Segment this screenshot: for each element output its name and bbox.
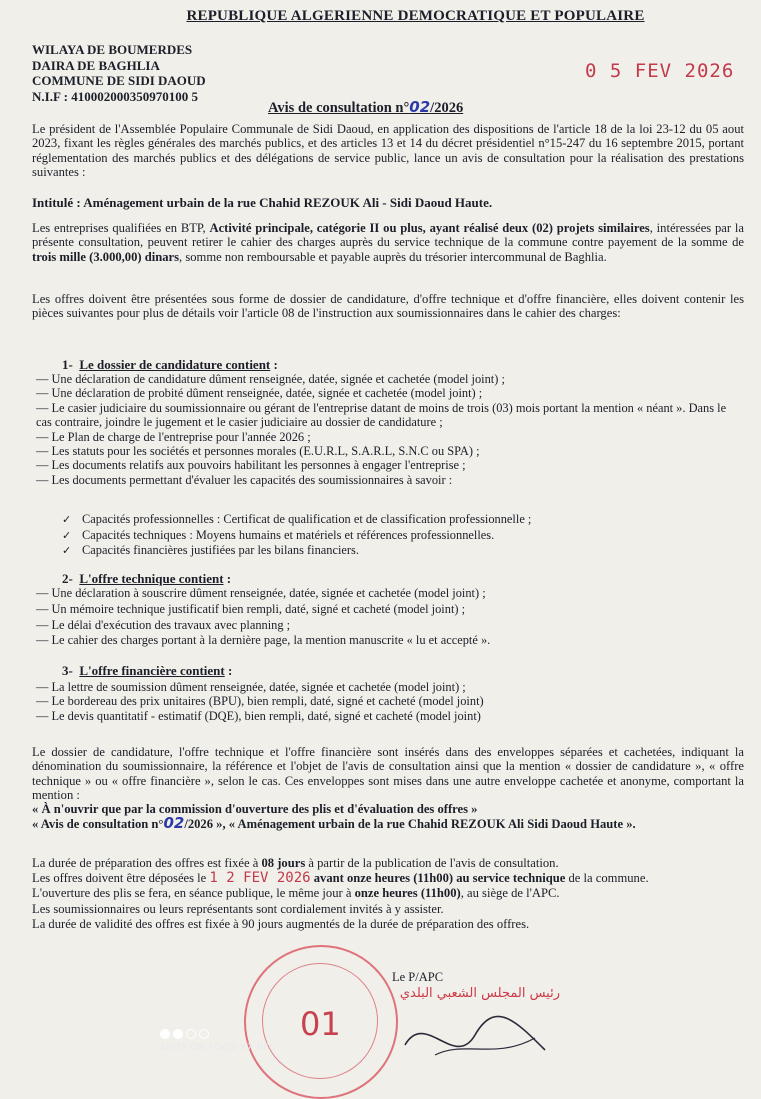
list-item: — Les statuts pour les sociétés et personnes morales (E.U.R.L, S.A.R.L, S.N.C ou SPA) ; [36,444,480,459]
camera-watermark: SHOT ON POCO X7 NFC [160,1043,276,1053]
deposit-date-stamp: 1 2 FEV 2026 [209,870,311,887]
closing-l1b: 08 jours [261,856,306,870]
closing-l1a: La durée de préparation des offres est fixée à [32,856,262,870]
closing-line-3 [32,886,744,901]
closing-l2b: avant onze heures (11h00) au service technique [310,871,566,886]
closing-l1c: à partir de la publication de l'avis de consultation. [305,856,559,870]
section2-title: L'offre technique contient [79,571,224,586]
envelopes-paragraph [32,745,744,832]
avis-prefix: Avis de consultation n° [268,100,410,116]
envelopes-number-handwritten: 02 [163,814,185,833]
eligibility-text-3: , somme non remboursable et payable auprès du trésorier intercommunal de Baghlia. [179,249,607,264]
envelopes-mention-1: « À n'ouvrir que par la commission d'ouverture des plis et d'évaluation des offres » [32,802,478,817]
envelopes-mention-2 [32,814,636,833]
eligibility-bold-1: Activité principale, catégorie II ou plus, ayant réalisé deux (02) projets similaires [209,221,650,235]
republic-title: REPUBLIQUE ALGERIENNE DEMOCRATIQUE ET POPULAIRE [186,8,645,24]
page-indicator [160,1026,212,1044]
list-item: — Une déclaration de candidature dûment renseignée, datée, signée et cachetée (model joint) ; [36,372,505,386]
page-dot [173,1029,183,1039]
eligibility-bold-2: trois mille (3.000,00) dinars [32,249,180,264]
envelopes-text: Le dossier de candidature, l'offre technique et l'offre financière sont insérés dans des enveloppes séparées et cachetées, indiquant la dénomination du soumissionnaire, la référence et l'objet de l'avis de consultation ainsi que la mention « dossier de candidature », « offre technique » ou « offre financière », selon le cas. Ces enveloppes sont mises dans une autre enveloppe cachetée et anonyme, comportant la mention : [32,745,744,802]
checklist-item: ✓ Capacités professionnelles : Certificat de qualification et de classification professionnelle ; [62,512,531,528]
avis-year: /2026 [430,100,464,116]
list-item: — Le cahier des charges portant à la dernière page, la mention manuscrite « lu et accepté ». [36,633,491,648]
page-dot [199,1029,209,1039]
section2-num: 2- [62,571,73,586]
closing-line-2 [32,871,744,886]
issuer-block [32,42,206,104]
eligibility-paragraph [32,221,744,264]
section1-colon: : [270,357,278,372]
closing-paragraph [32,856,744,932]
closing-l3b: onze heures (11h00) [354,886,461,901]
list-item: — La lettre de soumission dûment renseignée, datée, signée et cachetée (model joint) ; [36,680,466,694]
envelopes-mention-2a: « Avis de consultation n° [32,817,164,832]
section1-list [36,372,744,487]
closing-l2c: de la commune. [565,871,649,886]
section2-heading [62,571,231,587]
section3-num: 3- [62,663,73,678]
section1-title: Le dossier de candidature contient [79,357,271,372]
signature-arabic-stamp: رئيس المجلس الشعبي البلدي [399,986,560,1001]
daira-line: DAIRA DE BAGHLIA [32,57,160,73]
page-dot [160,1029,170,1039]
closing-l2a: Les offres doivent être déposées le [32,871,210,886]
closing-line-4: Les soumissionnaires ou leurs représentants sont cordialement invités à y assister. [32,901,444,916]
capacities-checklist [62,512,531,559]
wilaya-line: WILAYA DE BOUMERDES [32,42,193,57]
signature-label: Le P/APC [392,970,444,984]
list-item: — Une déclaration de probité dûment renseignée, datée, signée et cachetée (model joint) ; [36,386,483,401]
closing-l3a: L'ouverture des plis se fera, en séance publique, le même jour à [32,886,355,901]
list-item: — Le casier judiciaire du soumissionnaire ou gérant de l'entreprise datant de moins de trois (03) mois portant la mention « néant ». Dans le cas contraire, joindre le jugement et le casier judiciaire au dossier de candidature ; [36,400,727,430]
section1-heading [62,357,278,373]
list-item: — Les documents relatifs aux pouvoirs habilitant les personnes à engager l'entreprise ; [36,458,466,473]
envelopes-mention-2b: /2026 », « Aménagement urbain de la rue Chahid REZOUK Ali Sidi Daoud Haute ». [184,817,636,832]
page-dot [186,1029,196,1039]
checklist-item: ✓ Capacités financières justifiées par les bilans financiers. [62,543,531,559]
avis-title [268,98,463,117]
offers-intro-paragraph: Les offres doivent être présentées sous forme de dossier de candidature, d'offre technique et d'offre financière, elles doivent contenir les pièces suivantes pour plus de détails voir l'article 08 de l'instruction aux soumissionnaires dans le cahier des charges: [32,292,744,321]
list-item: — Le délai d'exécution des travaux avec planning ; [36,617,291,632]
section3-title: L'offre financière contient [79,663,225,678]
eligibility-text-1: Les entreprises qualifiées en BTP, [32,221,210,235]
section3-colon: : [224,663,233,678]
checklist-item: ✓ Capacités techniques : Moyens humains et matériels et références professionnelles. [62,528,531,544]
list-item: — Le devis quantitatif - estimatif (DQE), bien rempli, daté, signé et cacheté (model joint) [36,708,481,723]
eligibility-text-2: , intéressées par la présente consultation, peuvent retirer le cahier des charges auprès du service technique de la commune contre payement de la somme de [32,221,744,250]
closing-l3c: , au siège de l'APC. [460,886,560,901]
section3-heading [62,663,232,679]
signature-scribble [395,1000,565,1070]
intro-paragraph: Le président de l'Assemblée Populaire Communale de Sidi Daoud, en application des dispositions de l'article 18 de la loi 23-12 du 05 aout 2023, fixant les règles générales des marchés publics, et des articles 13 et 14 du décret présidentiel n°15-247 du 16 septembre 2015, portant réglementation des marchés publics et des délégations de service public, lance un avis de consultation pour la réalisation des prestations suivantes : [32,122,744,179]
list-item: — Le Plan de charge de l'entreprise pour l'année 2026 ; [36,429,311,444]
section2-list [36,586,744,649]
closing-line-1 [32,856,744,871]
section2-colon: : [223,571,232,586]
commune-line: COMMUNE DE SIDI DAOUD [32,73,206,88]
intitule-line: Intitulé : Aménagement urbain de la rue Chahid REZOUK Ali - Sidi Daoud Haute. [32,195,493,210]
section1-num: 1- [62,357,73,372]
nif-line: N.I.F : 410002000350970100 5 [32,88,198,104]
list-item: — Un mémoire technique justificatif bien rempli, daté, signé et cacheté (model joint) ; [36,601,466,616]
avis-number-handwritten: 02 [409,98,431,116]
date-stamp: 0 5 FEV 2026 [585,60,735,82]
section3-list [36,680,744,723]
list-item: — Les documents permettant d'évaluer les capacités des soumissionnaires à savoir : [36,472,453,487]
list-item: — Le bordereau des prix unitaires (BPU), bien rempli, daté, signé et cacheté (model joint) [36,694,484,709]
closing-line-5: La durée de validité des offres est fixée à 90 jours augmentés de la durée de préparation des offres. [32,916,530,931]
list-item: — Une déclaration à souscrire dûment renseignée, datée, signée et cachetée (model joint) ; [36,586,486,600]
seal-number: 01 [300,1005,341,1043]
